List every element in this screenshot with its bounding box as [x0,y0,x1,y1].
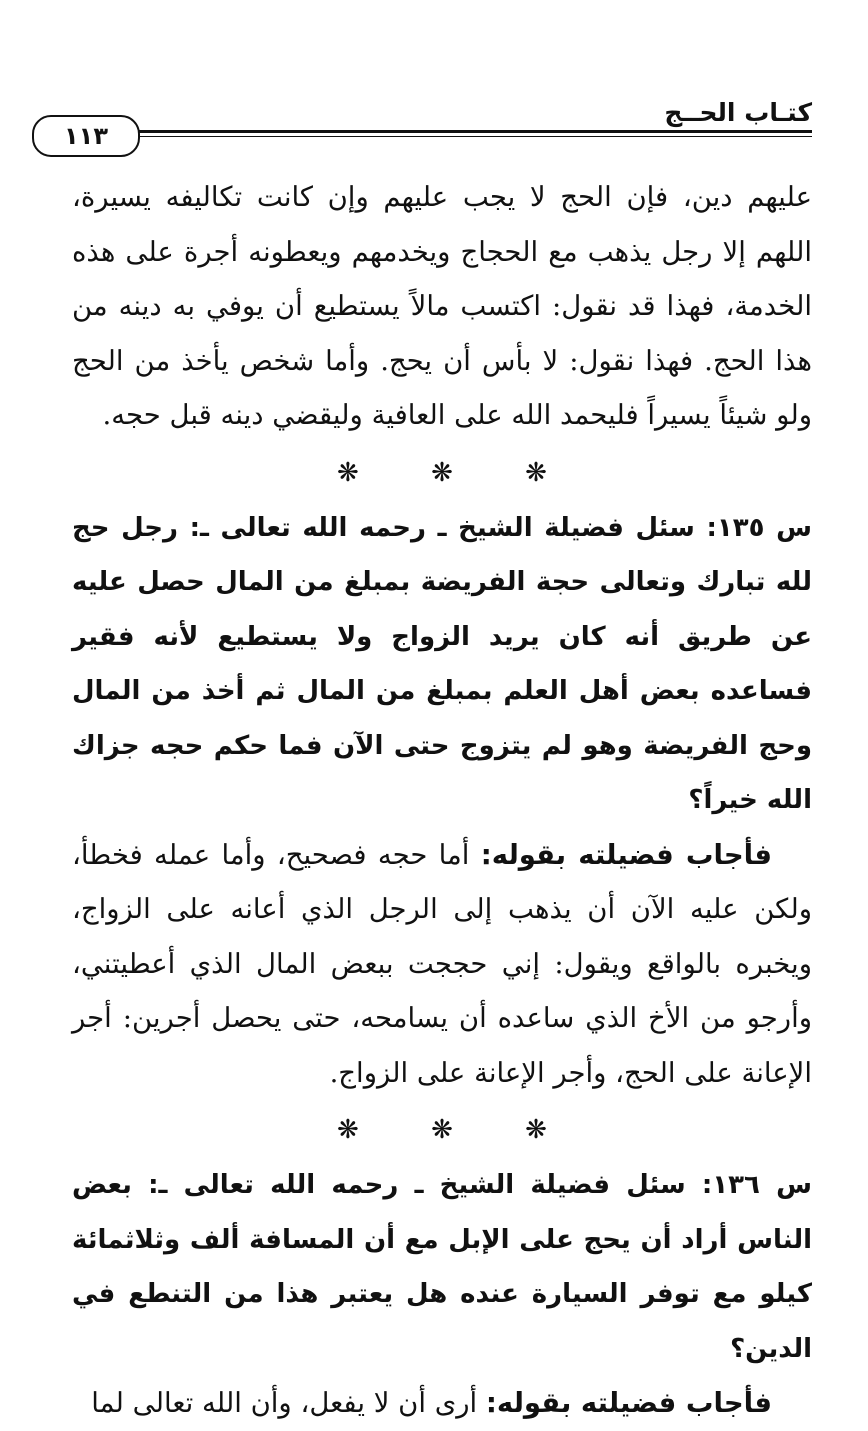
page-body [72,170,812,1431]
question-136: س ١٣٦: سئل فضيلة الشيخ ـ رحمه الله تعالى ـ: بعض الناس أراد أن يحج على الإبل مع أن المسافة ألف وثلاثمائة كيلو مع توفر السيارة عنده هل يعتبر هذا من التنطع في الدين؟ [72,1170,812,1364]
section-separator: ❋ ❋ ❋ [337,457,579,488]
answer-text: أرى أن لا يفعل، وأن الله تعالى لما [91,1387,486,1419]
paragraph-continuation: عليهم دين، فإن الحج لا يجب عليهم وإن كانت تكاليفه يسيرة، اللهم إلا رجل يذهب مع الحجاج ويخدمهم ويعطونه أجرة على هذه الخدمة، فهذا قد نقول: اكتسب مالاً يستطيع أن يوفي به دينه من هذا الحج. فهذا نقول: لا بأس أن يحج. وأما شخص يأخذ من الحج ولو شيئاً يسيراً فليحمد الله على العافية وليقضي دينه قبل حجه. [72,181,812,431]
answer-text: أما حجه فصحيح، وأما عمله فخطأ، ولكن عليه الآن أن يذهب إلى الرجل الذي أعانه على الزواج، ويخبره بالواقع ويقول: إني حججت ببعض المال الذي أعطيتني، وأرجو من الأخ الذي ساعده أن يسامحه، حتى يحصل أجرين: أجر الإعانة على الحج، وأجر الإعانة على الزواج. [72,838,812,1089]
answer-136 [72,1376,812,1431]
header-rule-thin [130,136,812,137]
header-rule [130,130,812,133]
question-135: س ١٣٥: سئل فضيلة الشيخ ـ رحمه الله تعالى ـ: رجل حج لله تبارك وتعالى حجة الفريضة بمبلغ من المال حصل عليه عن طريق أنه كان يريد الزواج ولا يستطيع لأنه فقير فساعده بعض أهل العلم بمبلغ من المال ثم أخذ من المال وحج الفريضة وهو لم يتزوج حتى الآن فما حكم حجه جزاك الله خيراً؟ [72,512,812,815]
page-number: ١١٣ [32,115,140,157]
answer-135 [72,828,812,1101]
section-separator: ❋ ❋ ❋ [337,1115,579,1145]
answer-label: فأجاب فضيلته بقوله: [485,1387,772,1419]
answer-label: فأجاب فضيلته بقوله: [480,838,773,871]
book-title: كتـاب الحــج [664,98,812,127]
